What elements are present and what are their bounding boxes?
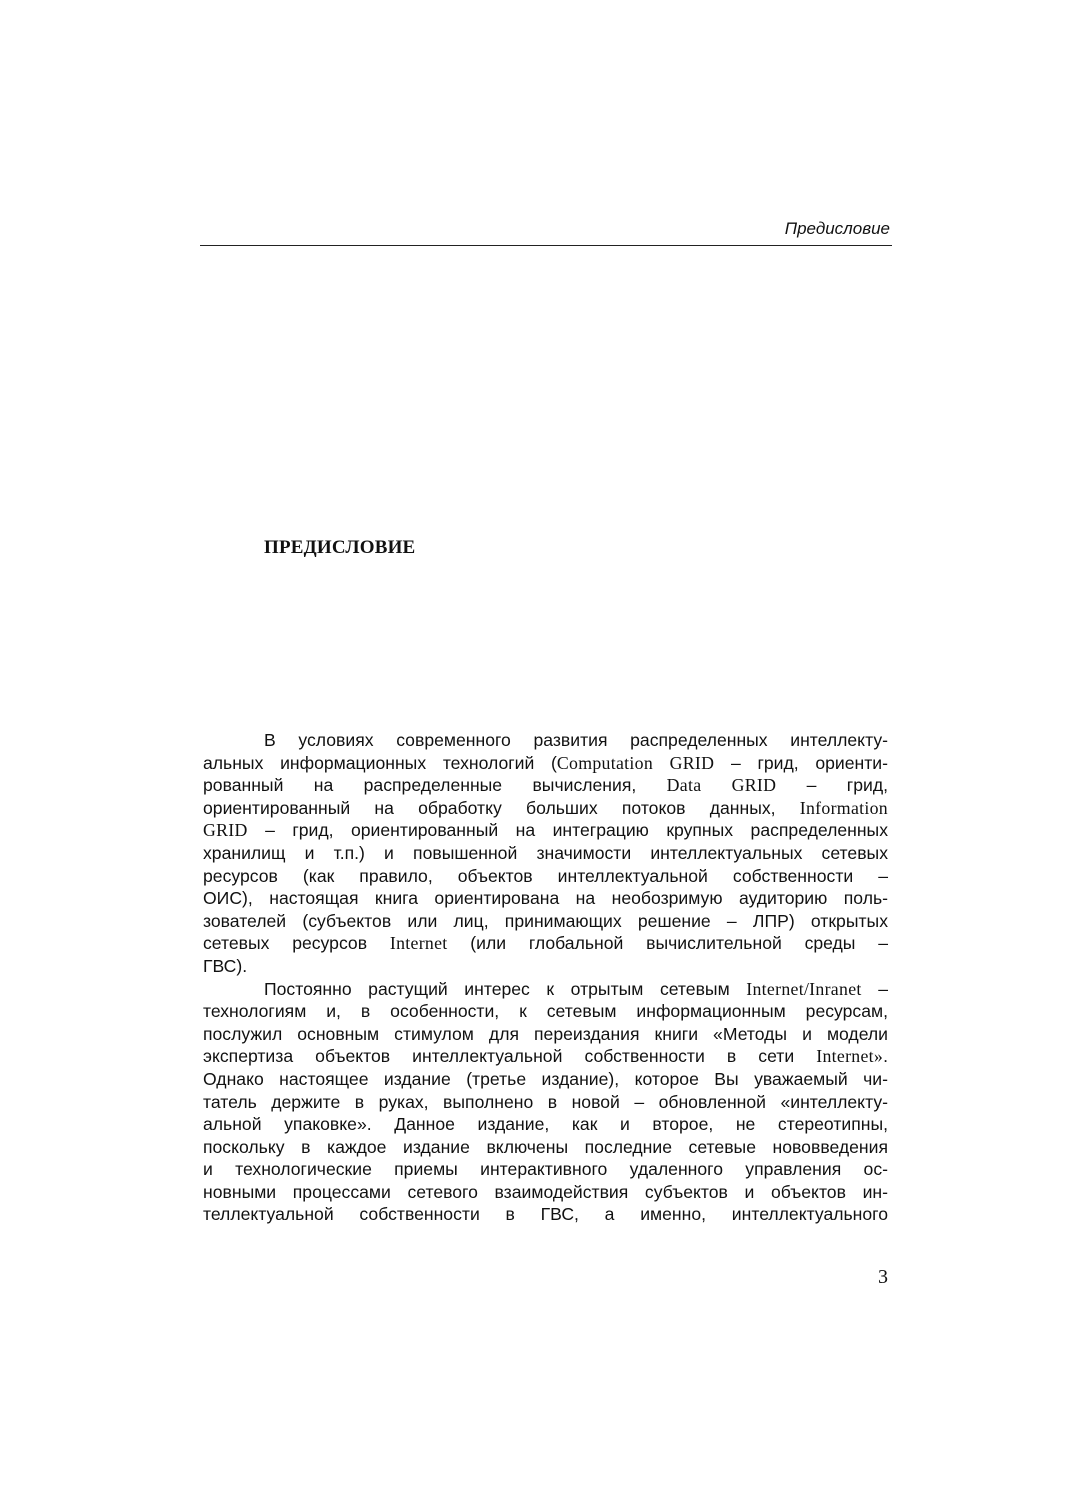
text-line: хранилищ и т.п.) и повышенной значимости интеллектуальных сетевых bbox=[203, 842, 888, 863]
text-line: технологиям и, в особенности, к сетевым информационным ресурсам, bbox=[203, 1001, 888, 1022]
latin-term: Internet» bbox=[816, 1046, 884, 1067]
text-run: рованный на распределенные вычисления, bbox=[203, 775, 667, 796]
text-line bbox=[203, 752, 888, 775]
text-line: послужил основным стимулом для переиздания книги «Методы и модели bbox=[203, 1023, 888, 1044]
paragraph-2 bbox=[203, 978, 888, 1227]
latin-term: Information bbox=[799, 797, 888, 818]
text-run: Постоянно растущий интерес к отрытым сетевым bbox=[264, 978, 747, 999]
text-run: – грид, ориентированный на интеграцию крупных распределенных bbox=[247, 820, 888, 841]
text-line: теллектуальной собственности в ГВС, а именно, интеллектуального bbox=[203, 1204, 888, 1225]
header-rule bbox=[200, 245, 892, 246]
text-run: ориентированный на обработку больших потоков данных, bbox=[203, 797, 800, 818]
text-line: ОИС), настоящая книга ориентирована на необозримую аудиторию поль- bbox=[203, 888, 888, 909]
chapter-title: ПРЕДИСЛОВИЕ bbox=[264, 537, 416, 558]
text-line bbox=[203, 978, 888, 1001]
text-line: В условиях современного развития распределенных интеллекту- bbox=[264, 730, 888, 750]
text-line: и технологические приемы интерактивного удаленного управления ос- bbox=[203, 1159, 888, 1180]
body-text bbox=[203, 729, 888, 1226]
text-run: – грид, bbox=[776, 775, 888, 796]
running-header: Предисловие bbox=[784, 219, 890, 238]
latin-term: GRID bbox=[203, 820, 248, 841]
latin-term: Internet/Inranet bbox=[746, 978, 862, 999]
text-line: зователей (субъектов или лиц, принимающих решение – ЛПР) открытых bbox=[203, 910, 888, 931]
text-line bbox=[203, 932, 888, 955]
text-run: альных информационных технологий ( bbox=[203, 752, 557, 773]
latin-term: Data GRID bbox=[666, 775, 777, 796]
text-run: . bbox=[883, 1046, 888, 1067]
text-line bbox=[203, 819, 888, 842]
text-line: новными процессами сетевого взаимодействия субъектов и объектов ин- bbox=[203, 1181, 888, 1202]
text-run: – bbox=[861, 978, 888, 999]
text-run: сетевых ресурсов bbox=[203, 933, 390, 954]
text-line: татель держите в руках, выполнено в новой – обновленной «интеллекту- bbox=[203, 1091, 888, 1112]
text-run: экспертиза объектов интеллектуальной собственности в сети bbox=[203, 1046, 817, 1067]
text-line: поскольку в каждое издание включены последние сетевые нововведения bbox=[203, 1136, 888, 1157]
latin-term: Computation GRID bbox=[556, 752, 715, 773]
text-line: ГВС). bbox=[203, 955, 248, 976]
text-line bbox=[203, 774, 888, 797]
text-line: альной упаковке». Данное издание, как и второе, не стереотипны, bbox=[203, 1114, 888, 1135]
text-line: ресурсов (как правило, объектов интеллектуальной собственности – bbox=[203, 865, 888, 886]
text-line bbox=[203, 1045, 888, 1068]
paragraph-1 bbox=[203, 729, 888, 978]
text-run: – грид, ориенти- bbox=[714, 752, 888, 773]
text-line bbox=[203, 797, 888, 820]
page-number: 3 bbox=[878, 1266, 888, 1288]
latin-term: Internet bbox=[389, 933, 448, 954]
text-line: Однако настоящее издание (третье издание), которое Вы уважаемый чи- bbox=[203, 1068, 888, 1089]
text-run: (или глобальной вычислительной среды – bbox=[447, 933, 889, 954]
